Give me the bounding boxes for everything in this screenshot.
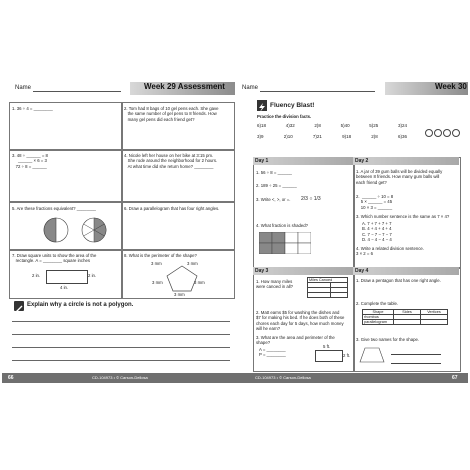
fluency-title: Fluency Blast! — [270, 102, 315, 109]
day2-q2: 2. ______ ÷ 10 = 8 5 × ______ = 45 10 × 3 = ______ — [356, 194, 394, 210]
rect-top-label: 5 ft. — [323, 344, 331, 349]
option-c[interactable]: C. 7 − 7 − 7 − 7 — [362, 231, 392, 237]
pentagon-label-r: 3 mm — [194, 280, 205, 285]
q6-text: 6. Draw a parallelogram that has four right angles. — [124, 206, 220, 211]
page-title: Week 30 — [435, 82, 467, 91]
division-fact: 5)25 — [369, 123, 379, 128]
page-number: 66 — [8, 375, 14, 381]
division-fact: 2)8 — [371, 134, 378, 139]
division-fact: 2)10 — [283, 134, 293, 139]
q5-text: 5. Are these fractions equivalent? ________ — [12, 206, 96, 211]
day1-q2: 2. 189 ÷ 25 = ______ — [256, 183, 297, 188]
division-fact: 2)8 — [314, 123, 321, 128]
rect-side-label: 2 in. — [32, 273, 41, 278]
frac-compare: 2/3 ○ 1/3 — [301, 196, 321, 202]
q4-text: 4. Nicole left her house on her bike at 3:15 pm. She rode around the neighborhood for 2 hours. At what time did she return home? ________ — [124, 153, 218, 169]
division-fact: 6)36 — [397, 134, 407, 139]
rect-bottom-label: 4 in. — [60, 285, 69, 290]
q1-text: 1. 36 ÷ 4 = ________ — [12, 106, 53, 111]
option-a[interactable]: A. 7 + 7 + 7 + 7 — [362, 221, 392, 226]
day4-header: Day 4 — [353, 267, 459, 275]
lightning-icon — [257, 100, 267, 111]
division-fact: 5)40 — [340, 123, 350, 128]
fraction-circles — [42, 214, 112, 246]
footer-bar: CD-104973 • © Carson-Dellosa — [2, 373, 235, 383]
day3-q1: 1. How many miles were canoed in all? — [256, 279, 294, 290]
pentagon-label-tl: 3 mm — [151, 261, 162, 266]
progress-circles — [425, 124, 461, 142]
page-title: Week 29 Assessment — [144, 82, 225, 91]
q3-text: 3. 48 ÷ ______ = 8 ______ × 6 = 3 72 ÷ 8 = ______ — [12, 153, 48, 169]
rect-side-label: 2 ft. — [343, 353, 351, 358]
circle-halves — [44, 218, 68, 242]
division-fact: 9)18 — [342, 134, 352, 139]
name-field[interactable]: Name — [15, 82, 130, 95]
division-fact: 7)21 — [312, 134, 322, 139]
day1-header: Day 1 — [253, 157, 353, 165]
answer-line[interactable] — [391, 354, 441, 355]
circle-sixths — [82, 218, 106, 242]
day3-q3: 3. What are the area and perimeter of the shape? — [256, 335, 335, 346]
circle-icon[interactable] — [452, 129, 460, 137]
day2-q4: 4. Write a related division sentence. 3 × 2 = 6 — [356, 246, 424, 257]
fluency-row-1 — [257, 123, 407, 128]
day4-q3: 3. Give two names for the shape. — [356, 337, 420, 342]
circle-icon[interactable] — [434, 129, 442, 137]
division-fact: 6)18 — [257, 123, 267, 128]
fluency-instruction: Practice the division facts. — [257, 114, 312, 119]
day4-q1: 1. Draw a pentagon that has one right angle. — [356, 278, 441, 283]
day2-q3: 3. Which number sentence is the same as 7 × 4? — [356, 214, 450, 219]
writing-line-3[interactable] — [12, 347, 230, 348]
day1-q3: 3. Write <, >, or =. — [256, 197, 291, 202]
rectangle-shape — [315, 350, 343, 362]
right-page — [235, 80, 468, 388]
pentagon-label-tr: 3 mm — [187, 261, 198, 266]
division-fact: 3)24 — [397, 123, 407, 128]
q7-text: 7. Draw square units to show the area of the rectangle. A = ________ square inches — [12, 253, 97, 264]
circle-icon[interactable] — [443, 129, 451, 137]
pentagon-shape — [162, 262, 202, 294]
miles-canoed-table — [307, 277, 348, 298]
pencil-icon — [14, 301, 24, 311]
day3-q2: 2. Matt earns $5 for washing the dishes and $7 for making his bed. If he does both of these chores each day for 5 days, how much money will he earn? — [256, 310, 345, 332]
rectangle-shape — [46, 270, 88, 284]
pentagon-label-l: 3 mm — [152, 280, 163, 285]
day4-q2: 2. Complete the table. — [356, 301, 399, 306]
circle-icon[interactable] — [425, 129, 433, 137]
fluency-row-2 — [257, 134, 407, 139]
division-fact: 3)9 — [257, 134, 264, 139]
q8-text: 8. What is the perimeter of the shape? — [124, 253, 197, 258]
table-title: Miles Canoed — [308, 278, 348, 283]
shape-table: Shape Sides Vertices rhombus parallelogram — [362, 309, 448, 325]
day3-answers: A = ________ P = ________ — [259, 347, 286, 358]
option-d[interactable]: D. 4 − 4 − 4 − 4 — [362, 237, 392, 243]
day2-q1: 1. A jar of 39 gum balls will be divided equally between 8 friends. How many gum balls will each friend get? — [356, 169, 443, 185]
writing-line-2[interactable] — [12, 334, 230, 335]
shaded-fraction-grid — [259, 232, 311, 254]
option-b[interactable]: B. 4 + 4 + 4 + 4 — [362, 226, 392, 232]
page-number: 67 — [452, 375, 458, 381]
name-field[interactable]: Name — [242, 82, 382, 95]
writing-line-4[interactable] — [12, 360, 230, 361]
writing-line-1[interactable] — [12, 321, 230, 322]
pentagon-label-b: 3 mm — [174, 292, 185, 297]
day2-header: Day 2 — [353, 157, 459, 165]
writing-prompt: Explain why a circle is not a polygon. — [27, 302, 134, 308]
day2-q3-options — [362, 221, 392, 243]
trapezoid-shape — [359, 346, 385, 364]
rect-side-label-right: 2 in. — [88, 273, 97, 278]
day3-header: Day 3 — [253, 267, 353, 275]
answer-line[interactable] — [391, 363, 441, 364]
q2-text: 2. Tom had 8 bags of 10 gel pens each. She gave the same number of gel pens to 8 friends. How many gel pens did each friend get? — [124, 106, 219, 122]
day1-q4: 4. What fraction is shaded? — [256, 223, 309, 228]
footer-bar: CD-104973 • © Carson-Dellosa — [235, 373, 468, 383]
division-fact: 4)32 — [285, 123, 295, 128]
left-page — [2, 80, 235, 388]
day1-q1: 1. 56 ÷ 8 = ______ — [256, 170, 292, 175]
